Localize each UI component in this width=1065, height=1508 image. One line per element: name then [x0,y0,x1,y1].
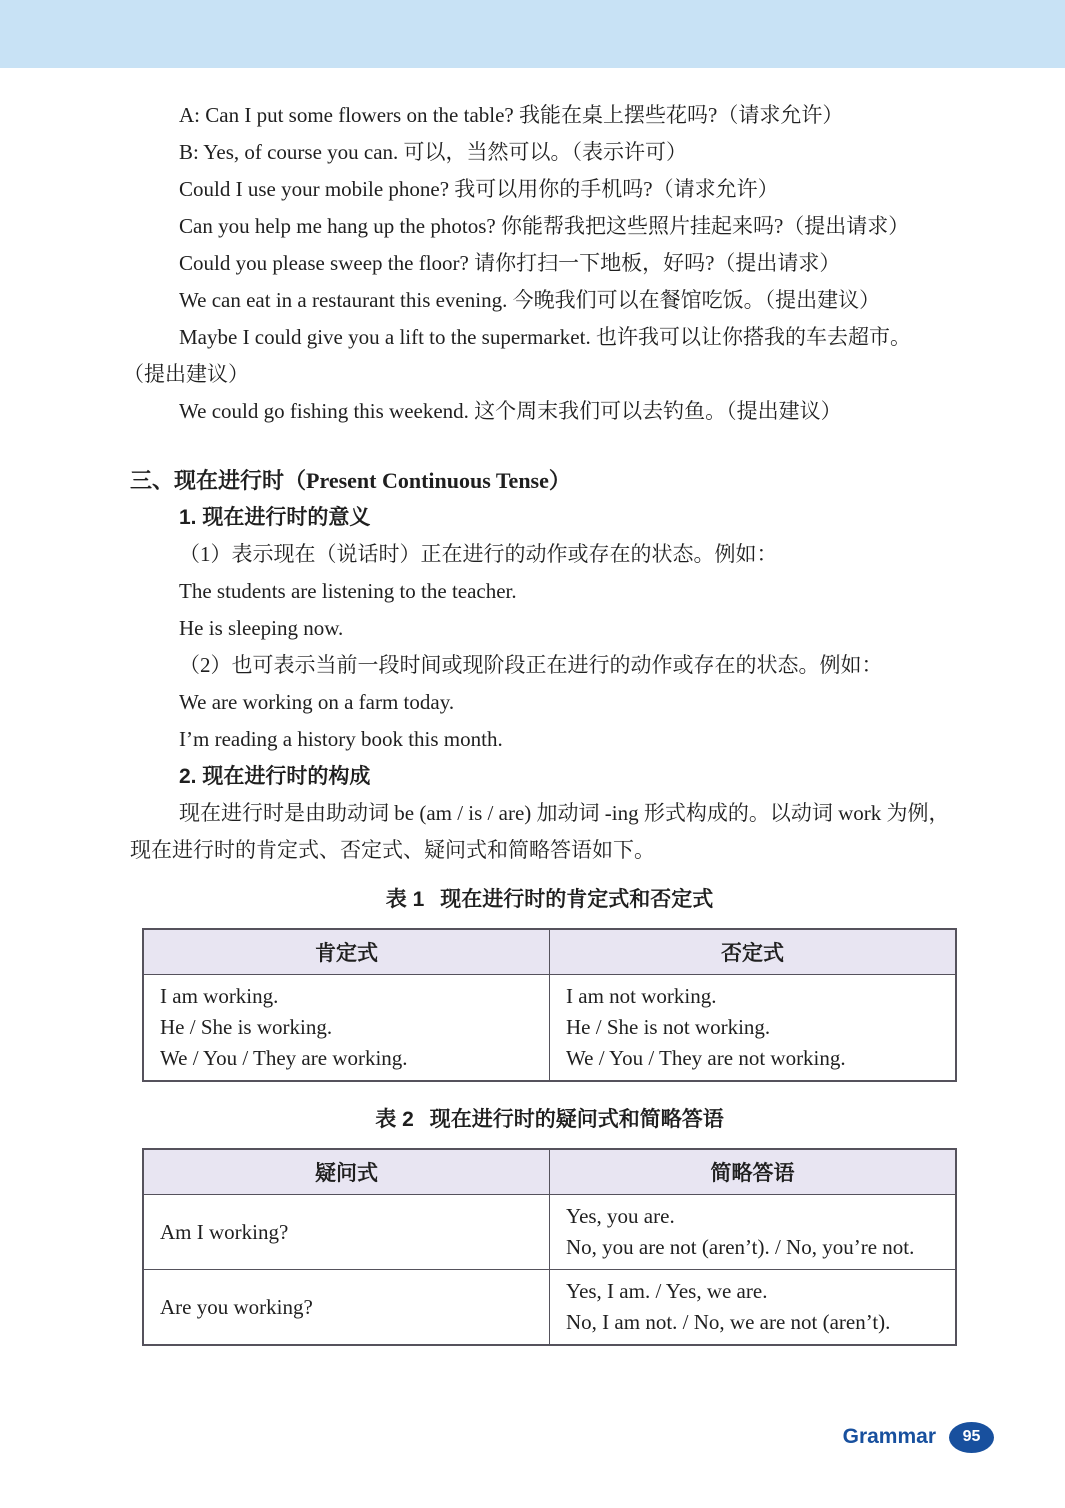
table1-affirmative-negative [142,928,957,1082]
page-content [0,68,959,1346]
section-heading-zh: 三、现在进行时 [130,468,285,493]
table2-header-row [143,1149,956,1195]
table2-caption-title: 现在进行时的疑问式和简略答语 [429,1108,724,1131]
table-row [143,975,956,1082]
subsection-2-title: 2. 现在进行时的构成 [179,765,371,788]
table1-header-row [143,929,956,975]
table2-caption [142,1105,957,1135]
example-line: B: Yes, of course you can. 可以，当然可以。（表示许可） [179,140,688,164]
table1-affirmative-cell [143,975,550,1082]
example-line: We can eat in a restaurant this evening. 今晚我们可以在餐馆吃饭。（提出建议） [179,288,881,312]
formation-line: 现在进行时的肯定式、否定式、疑问式和简略答语如下。 [130,838,655,862]
example-line: （提出建议） [123,362,249,386]
table2-header-short-answer: 简略答语 [550,1149,957,1195]
subsection-1-title: 1. 现在进行时的意义 [179,506,371,529]
table1-header-negative: 否定式 [550,929,957,975]
section-heading [130,462,959,499]
table1-caption-title: 现在进行时的肯定式和否定式 [440,888,714,911]
table-cell-line: I am working. [160,984,279,1008]
example-sentence: He is sleeping now. [179,616,344,640]
table2-header-question: 疑问式 [143,1149,550,1195]
table-cell-line: Yes, you are. [566,1204,675,1228]
example-line: Maybe I could give you a lift to the supermarket. 也许我可以让你搭我的车去超市。 [179,325,911,349]
example-sentence: We are working on a farm today. [179,690,455,714]
table-row [143,1270,956,1346]
table1-caption [142,885,957,915]
example-sentence: I’m reading a history book this month. [179,727,503,751]
table-cell-line: No, you are not (aren’t). / No, you’re not. [566,1235,915,1259]
page-number: 95 [962,1428,981,1445]
point-2: （2）也可表示当前一段时间或现阶段正在进行的动作或存在的状态。例如： [179,653,883,677]
table-cell-line: No, I am not. / No, we are not (aren’t). [566,1310,891,1334]
table-cell-line: We / You / They are not working. [566,1046,846,1070]
example-line: Could you please sweep the floor? 请你打扫一下地板，好吗?（提出请求） [179,251,841,275]
answers-cell [550,1270,957,1346]
example-line: Can you help me hang up the photos? 你能帮我把这些照片挂起来吗?（提出请求） [179,214,910,238]
table1-caption-label: 表 1 [385,888,425,911]
question-cell: Are you working? [143,1270,550,1346]
footer-section-label: Grammar [842,1425,936,1448]
table-cell-line: Yes, I am. / Yes, we are. [566,1279,768,1303]
table2-caption-label: 表 2 [375,1108,414,1131]
section-heading-en: （Present Continuous Tense） [284,468,571,493]
table1-header-affirmative: 肯定式 [143,929,550,975]
question-cell: Am I working? [143,1195,550,1270]
page-top-bar [0,0,1065,68]
table1-negative-cell [550,975,957,1082]
table-cell-line: He / She is working. [160,1015,333,1039]
example-sentence: The students are listening to the teacher. [179,579,517,603]
table-cell-line: He / She is not working. [566,1015,771,1039]
formation-line: 现在进行时是由助动词 be (am / is / are) 加动词 -ing 形式构成的。以动词 work 为例， [179,801,950,825]
point-1: （1）表示现在（说话时）正在进行的动作或存在的状态。例如： [179,542,778,566]
table-cell-line: I am not working. [566,984,717,1008]
example-line: Could I use your mobile phone? 我可以用你的手机吗?（请求允许） [179,177,779,201]
table-row [143,1195,956,1270]
answers-cell [550,1195,957,1270]
example-line: We could go fishing this weekend. 这个周末我们可以去钓鱼。（提出建议） [179,399,842,423]
example-line: A: Can I put some flowers on the table? 我能在桌上摆些花吗?（请求允许） [179,103,844,127]
page-footer [843,1421,994,1453]
modal-verb-example-block [123,97,959,430]
table-cell-line: We / You / They are working. [160,1046,408,1070]
page-number-badge [949,1422,994,1453]
table2-questions-answers [142,1148,957,1346]
